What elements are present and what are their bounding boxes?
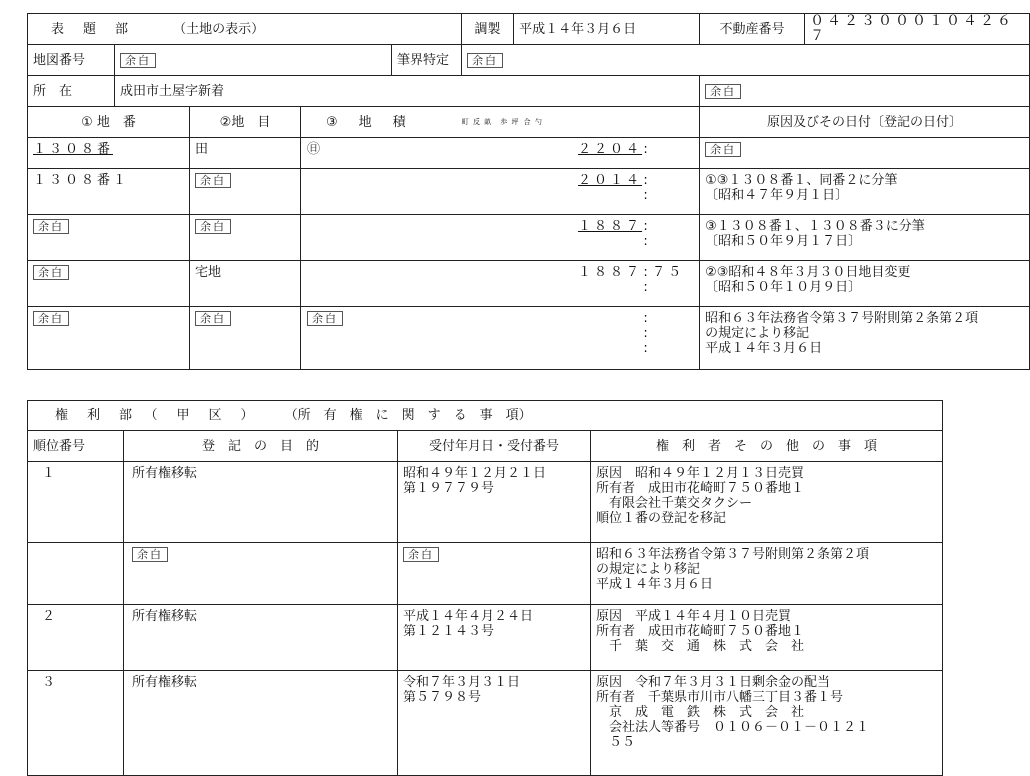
land-area-colon: : xyxy=(643,311,651,326)
rights-received-line: 平成１４年４月２４日 xyxy=(403,609,534,624)
land-area-line xyxy=(578,142,688,157)
land-area-frac: ７５ xyxy=(652,265,685,280)
rights-received xyxy=(398,462,591,543)
location-note-cell xyxy=(700,76,1030,107)
rights-holder-line: ５５ xyxy=(596,735,636,750)
col-holder-header: 権 利 者 そ の 他 の 事 項 xyxy=(591,431,943,462)
land-lot-blank: 余白 xyxy=(33,265,69,280)
land-category-blank: 余白 xyxy=(195,311,231,326)
land-area-line xyxy=(642,326,688,341)
rights-holder xyxy=(591,605,943,671)
rights-purpose xyxy=(124,543,398,605)
col-purpose-header: 登 記 の 目 的 xyxy=(124,431,398,462)
map-no-label: 地図番号 xyxy=(28,45,115,76)
rights-holder xyxy=(591,462,943,543)
land-lot-blank: 余白 xyxy=(33,311,69,326)
land-cause-line: ③１３０８番１、１３０８番３に分筆 xyxy=(705,219,925,234)
col-area-sub: 合 勺 xyxy=(523,117,543,126)
rights-holder-line: 昭和６３年法務省令第３７号附則第２条第２項 xyxy=(596,547,870,562)
rights-purpose-blank: 余白 xyxy=(132,547,168,562)
location-note: 余白 xyxy=(705,84,741,99)
land-area-stack xyxy=(306,142,694,157)
land-category xyxy=(190,215,301,261)
map-no-cell xyxy=(115,45,392,76)
land-row xyxy=(28,138,1030,169)
land-area-value: １８８７ xyxy=(578,265,643,280)
rights-rank: ２ xyxy=(28,605,124,671)
land-category-blank: 余白 xyxy=(195,173,231,188)
land-cause-line: 余白 xyxy=(705,142,741,157)
rights-holder-line: 所有者 成田市花崎町７５０番地１ xyxy=(596,481,805,496)
realty-no: ０４２３０００１０４２６７ xyxy=(805,14,1030,45)
rights-section-table xyxy=(27,400,943,776)
rights-holder-line: 順位１番の登記を移記 xyxy=(596,511,727,526)
rights-holder-line: 平成１４年３月６日 xyxy=(596,577,714,592)
land-category xyxy=(190,307,301,370)
rights-received-line: 令和７年３月３１日 xyxy=(403,675,521,690)
boundary-label: 筆界特定 xyxy=(392,45,462,76)
land-area-colon: : xyxy=(643,280,651,295)
rights-row xyxy=(28,671,943,776)
land-area-colon: : xyxy=(643,173,651,188)
rights-holder-line: 所有者 成田市花崎町７５０番地１ xyxy=(596,624,805,639)
col-received-header: 受付年月日・受付番号 xyxy=(398,431,591,462)
land-lot: １３０８番１ xyxy=(28,169,190,215)
land-area-stack xyxy=(306,173,694,203)
rights-purpose: 所有権移転 xyxy=(124,462,398,543)
land-cause-line: の規定により移記 xyxy=(705,326,810,341)
location-label: 所 在 xyxy=(28,76,115,107)
land-cause xyxy=(700,169,1030,215)
land-area-colon: : xyxy=(643,188,651,203)
land-cause-line: 平成１４年３月６日 xyxy=(705,341,823,356)
land-category-blank: 余白 xyxy=(195,219,231,234)
land-row xyxy=(28,261,1030,307)
rights-holder-line: 原因 平成１４年４月１０日売買 xyxy=(596,609,792,624)
land-area-prefix: ㊐ xyxy=(307,142,321,157)
land-area-colon: : xyxy=(643,142,651,157)
rights-purpose: 所有権移転 xyxy=(124,671,398,776)
rights-section-sub: （所 有 権 に 関 す る 事 項） xyxy=(284,408,532,423)
land-area-value: ２０１４ xyxy=(578,173,643,188)
rights-received-line: 第５７９８号 xyxy=(403,690,482,705)
land-cause-line: ①③１３０８番１、同番２に分筆 xyxy=(705,173,898,188)
land-row xyxy=(28,215,1030,261)
rights-row xyxy=(28,605,943,671)
title-section-header xyxy=(28,14,462,45)
land-category: 田 xyxy=(190,138,301,169)
rights-holder-line: 原因 昭和４９年１２月１３日売買 xyxy=(596,466,805,481)
col-cause-header: 原因及びその日付〔登記の日付〕 xyxy=(700,107,1030,138)
land-category xyxy=(190,169,301,215)
rights-received xyxy=(398,671,591,776)
location-value: 成田市土屋字新着 xyxy=(115,76,700,107)
land-area-prefix: 余白 xyxy=(307,311,343,326)
land-area-colon: : xyxy=(643,326,651,341)
rights-rank: １ xyxy=(28,462,124,543)
title-section-label: 表 題 部 xyxy=(51,21,132,37)
land-area xyxy=(301,215,700,261)
land-area-line xyxy=(642,341,688,356)
land-lot xyxy=(28,215,190,261)
boundary-value: 余白 xyxy=(467,53,503,68)
col-area-label: ③ 地 積 xyxy=(326,114,410,130)
land-area-line xyxy=(578,265,688,280)
rights-row xyxy=(28,462,943,543)
land-cause xyxy=(700,307,1030,370)
land-area-line xyxy=(642,234,688,249)
land-area-line xyxy=(642,280,688,295)
prepared-label: 調製 xyxy=(462,14,514,45)
rights-holder-line: の規定により移記 xyxy=(596,562,701,577)
land-area xyxy=(301,261,700,307)
land-lot xyxy=(28,307,190,370)
rights-received-line: 第１９７７９号 xyxy=(403,481,495,496)
rights-received-line: 第１２１４３号 xyxy=(403,624,495,639)
rights-rank xyxy=(28,543,124,605)
land-lot xyxy=(28,261,190,307)
land-area-colon: : xyxy=(643,341,651,356)
rights-holder-line: 所有者 千葉県市川市八幡三丁目３番１号 xyxy=(596,690,844,705)
land-area-value: １８８７ xyxy=(578,219,643,234)
rights-received xyxy=(398,605,591,671)
land-area xyxy=(301,169,700,215)
rights-holder-line: 会社法人等番号 ０１０６－０１－０１２１ xyxy=(596,720,870,735)
land-area-line xyxy=(642,188,688,203)
land-area-line xyxy=(578,219,688,234)
rights-holder xyxy=(591,671,943,776)
rights-received-line: 昭和４９年１２月２１日 xyxy=(403,466,547,481)
rights-holder-line: 千 葉 交 通 株 式 会 社 xyxy=(596,639,805,654)
rights-received xyxy=(398,543,591,605)
col-area-header xyxy=(301,107,700,138)
realty-no-label: 不動産番号 xyxy=(700,14,805,45)
prepared-date: 平成１４年３月６日 xyxy=(514,14,700,45)
land-area-line xyxy=(578,173,688,188)
rights-holder-line: 原因 令和７年３月３１日剰余金の配当 xyxy=(596,675,831,690)
title-section-sub: （土地の表示） xyxy=(173,21,265,37)
land-area-colon: : xyxy=(643,265,651,280)
land-area-stack xyxy=(306,311,694,356)
land-area xyxy=(301,138,700,169)
land-rows xyxy=(28,138,1030,370)
land-cause-line: ②③昭和４８年３月３０日地目変更 xyxy=(705,265,911,280)
rights-section-label: 権 利 部 （ 甲 区 ） xyxy=(55,408,257,423)
boundary-cell xyxy=(462,45,1030,76)
rights-rows xyxy=(28,462,943,776)
land-area-stack xyxy=(306,265,694,295)
land-row xyxy=(28,169,1030,215)
col-lot-header: ① 地 番 xyxy=(28,107,190,138)
rights-holder-line: 京 成 電 鉄 株 式 会 社 xyxy=(596,705,805,720)
land-cause-line: 〔昭和４７年９月１日〕 xyxy=(705,188,849,203)
land-area xyxy=(301,307,700,370)
land-cause xyxy=(700,215,1030,261)
rights-holder xyxy=(591,543,943,605)
rights-received-line: 余白 xyxy=(403,547,439,562)
land-area-colon: : xyxy=(643,234,651,249)
land-row xyxy=(28,307,1030,370)
land-lot-blank: 余白 xyxy=(33,219,69,234)
land-area-value: ２２０４ xyxy=(578,142,643,157)
land-cause-line: 〔昭和５０年１０月９日〕 xyxy=(705,280,862,295)
rights-row xyxy=(28,543,943,605)
land-cause-line: 〔昭和５０年９月１７日〕 xyxy=(705,234,862,249)
land-cause xyxy=(700,261,1030,307)
col-area-units: 町 反 畝 歩 坪 xyxy=(461,117,520,126)
map-no-value: 余白 xyxy=(120,53,156,68)
land-cause xyxy=(700,138,1030,169)
col-rank-header: 順位番号 xyxy=(28,431,124,462)
rights-section-header xyxy=(28,401,943,431)
land-lot: １３０８番 xyxy=(28,138,190,169)
col-category-header: ②地 目 xyxy=(190,107,301,138)
title-section-table xyxy=(27,13,1030,370)
land-cause-line: 昭和６３年法務省令第３７号附則第２条第２項 xyxy=(705,311,979,326)
rights-purpose: 所有権移転 xyxy=(124,605,398,671)
land-area-stack xyxy=(306,219,694,249)
land-area-colon: : xyxy=(643,219,651,234)
rights-holder-line: 有限会社千葉交タクシー xyxy=(596,496,753,511)
land-category: 宅地 xyxy=(190,261,301,307)
land-area-line xyxy=(642,311,688,326)
rights-rank: ３ xyxy=(28,671,124,776)
